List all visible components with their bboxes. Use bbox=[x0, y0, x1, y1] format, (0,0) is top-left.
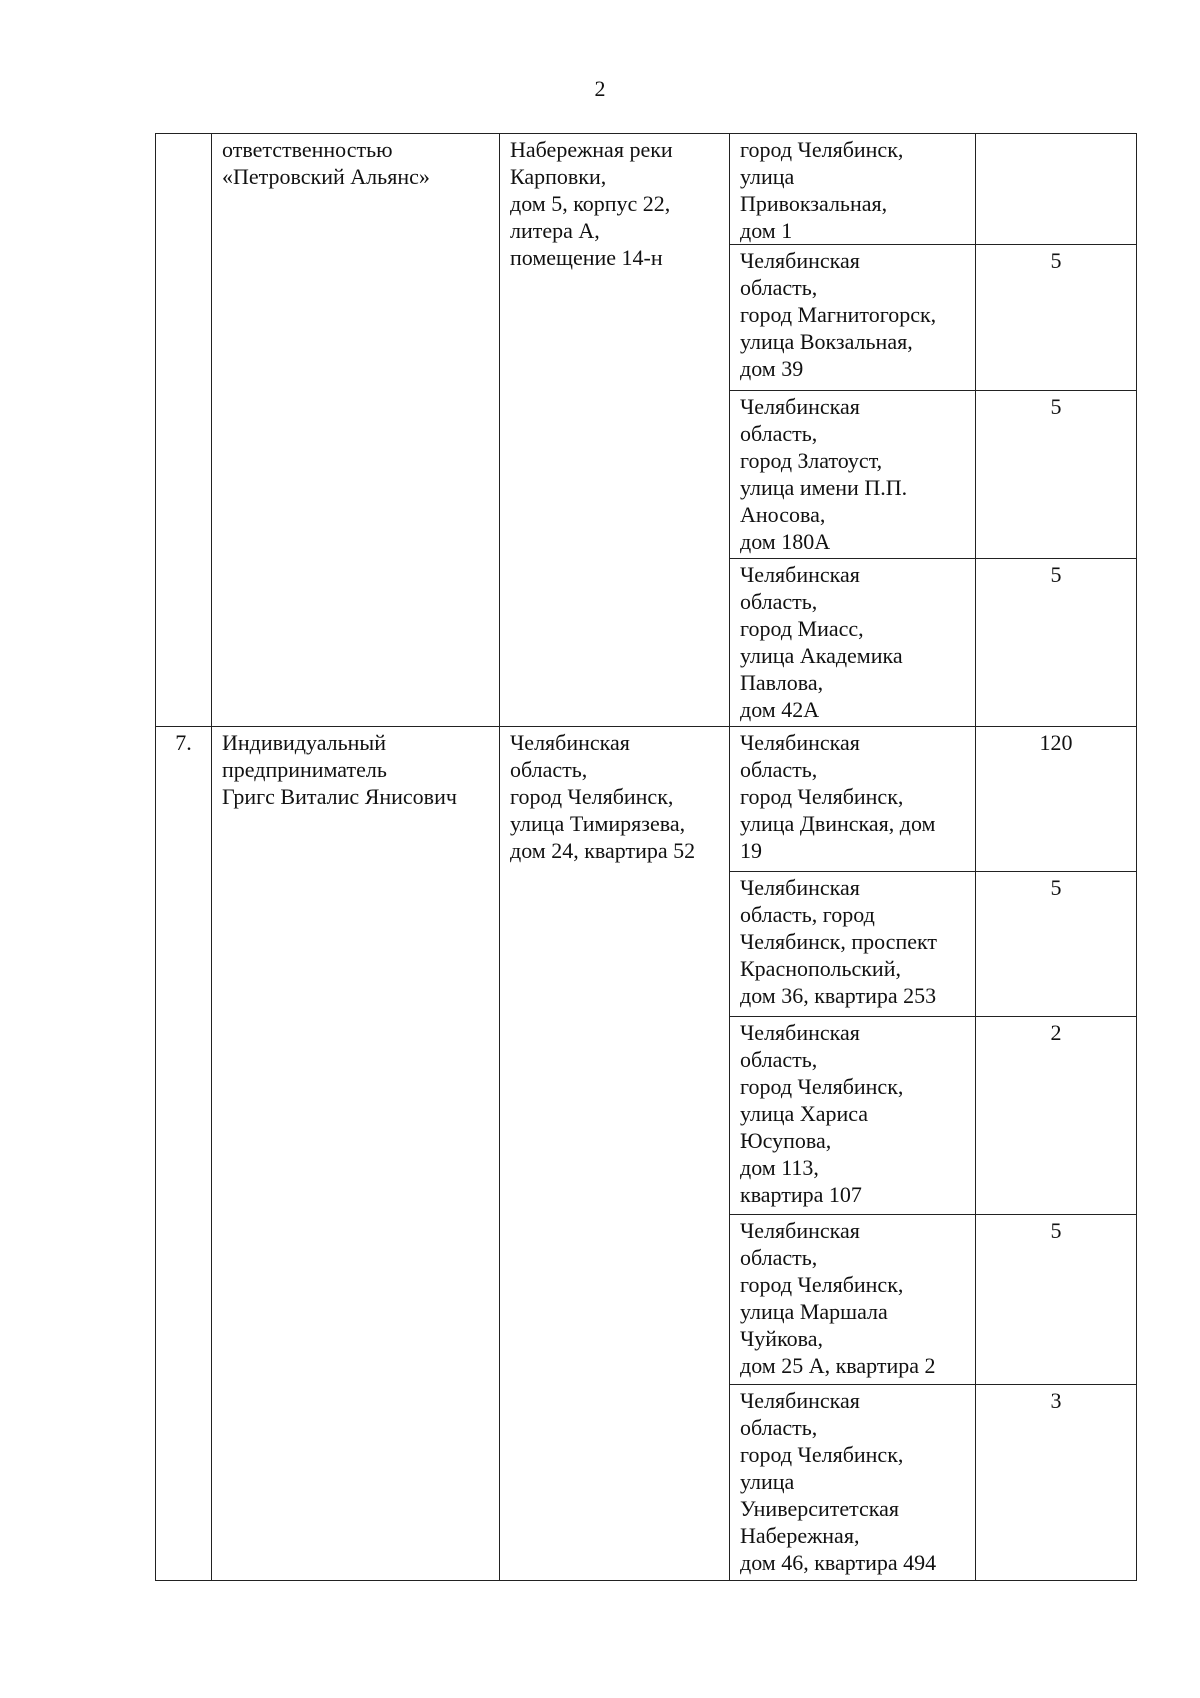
legal-address-cell: Челябинская область, город Челябинск, улица Тимирязева, дом 24, квартира 52 bbox=[500, 727, 730, 1581]
table-row bbox=[156, 727, 1137, 872]
organization-name-cell: Индивидуальный предприниматель Григс Виталис Янисович bbox=[212, 727, 500, 1581]
row-number-cell: 7. bbox=[156, 727, 212, 1581]
location-count-cell: 3 bbox=[976, 1385, 1137, 1581]
location-address-cell: Челябинская область, город Миасс, улица Академика Павлова, дом 42А bbox=[730, 559, 976, 727]
location-count-cell: 5 bbox=[976, 872, 1137, 1017]
location-count-cell: 5 bbox=[976, 245, 1137, 391]
legal-address-cell: Набережная реки Карповки, дом 5, корпус 22, литера А, помещение 14-н bbox=[500, 134, 730, 727]
location-count-cell: 120 bbox=[976, 727, 1137, 872]
location-address-cell: Челябинская область, город Челябинск, улица Университетская Набережная, дом 46, квартира 494 bbox=[730, 1385, 976, 1581]
location-count-cell: 5 bbox=[976, 1215, 1137, 1385]
location-address-cell: город Челябинск, улица Привокзальная, дом 1 bbox=[730, 134, 976, 245]
location-address-cell: Челябинская область, город Златоуст, улица имени П.П. Аносова, дом 180А bbox=[730, 391, 976, 559]
location-count-cell bbox=[976, 134, 1137, 245]
organization-name-cell: ответственностью «Петровский Альянс» bbox=[212, 134, 500, 727]
registry-table bbox=[155, 133, 1137, 1581]
location-count-cell: 5 bbox=[976, 559, 1137, 727]
table-row bbox=[156, 134, 1137, 245]
location-address-cell: Челябинская область, город Челябинск, проспект Краснопольский, дом 36, квартира 253 bbox=[730, 872, 976, 1017]
location-address-cell: Челябинская область, город Магнитогорск, улица Вокзальная, дом 39 bbox=[730, 245, 976, 391]
location-count-cell: 2 bbox=[976, 1017, 1137, 1215]
row-number-cell bbox=[156, 134, 212, 727]
location-address-cell: Челябинская область, город Челябинск, улица Маршала Чуйкова, дом 25 А, квартира 2 bbox=[730, 1215, 976, 1385]
location-count-cell: 5 bbox=[976, 391, 1137, 559]
page-number: 2 bbox=[594, 76, 606, 101]
location-address-cell: Челябинская область, город Челябинск, улица Хариса Юсупова, дом 113, квартира 107 bbox=[730, 1017, 976, 1215]
location-address-cell: Челябинская область, город Челябинск, улица Двинская, дом 19 bbox=[730, 727, 976, 872]
